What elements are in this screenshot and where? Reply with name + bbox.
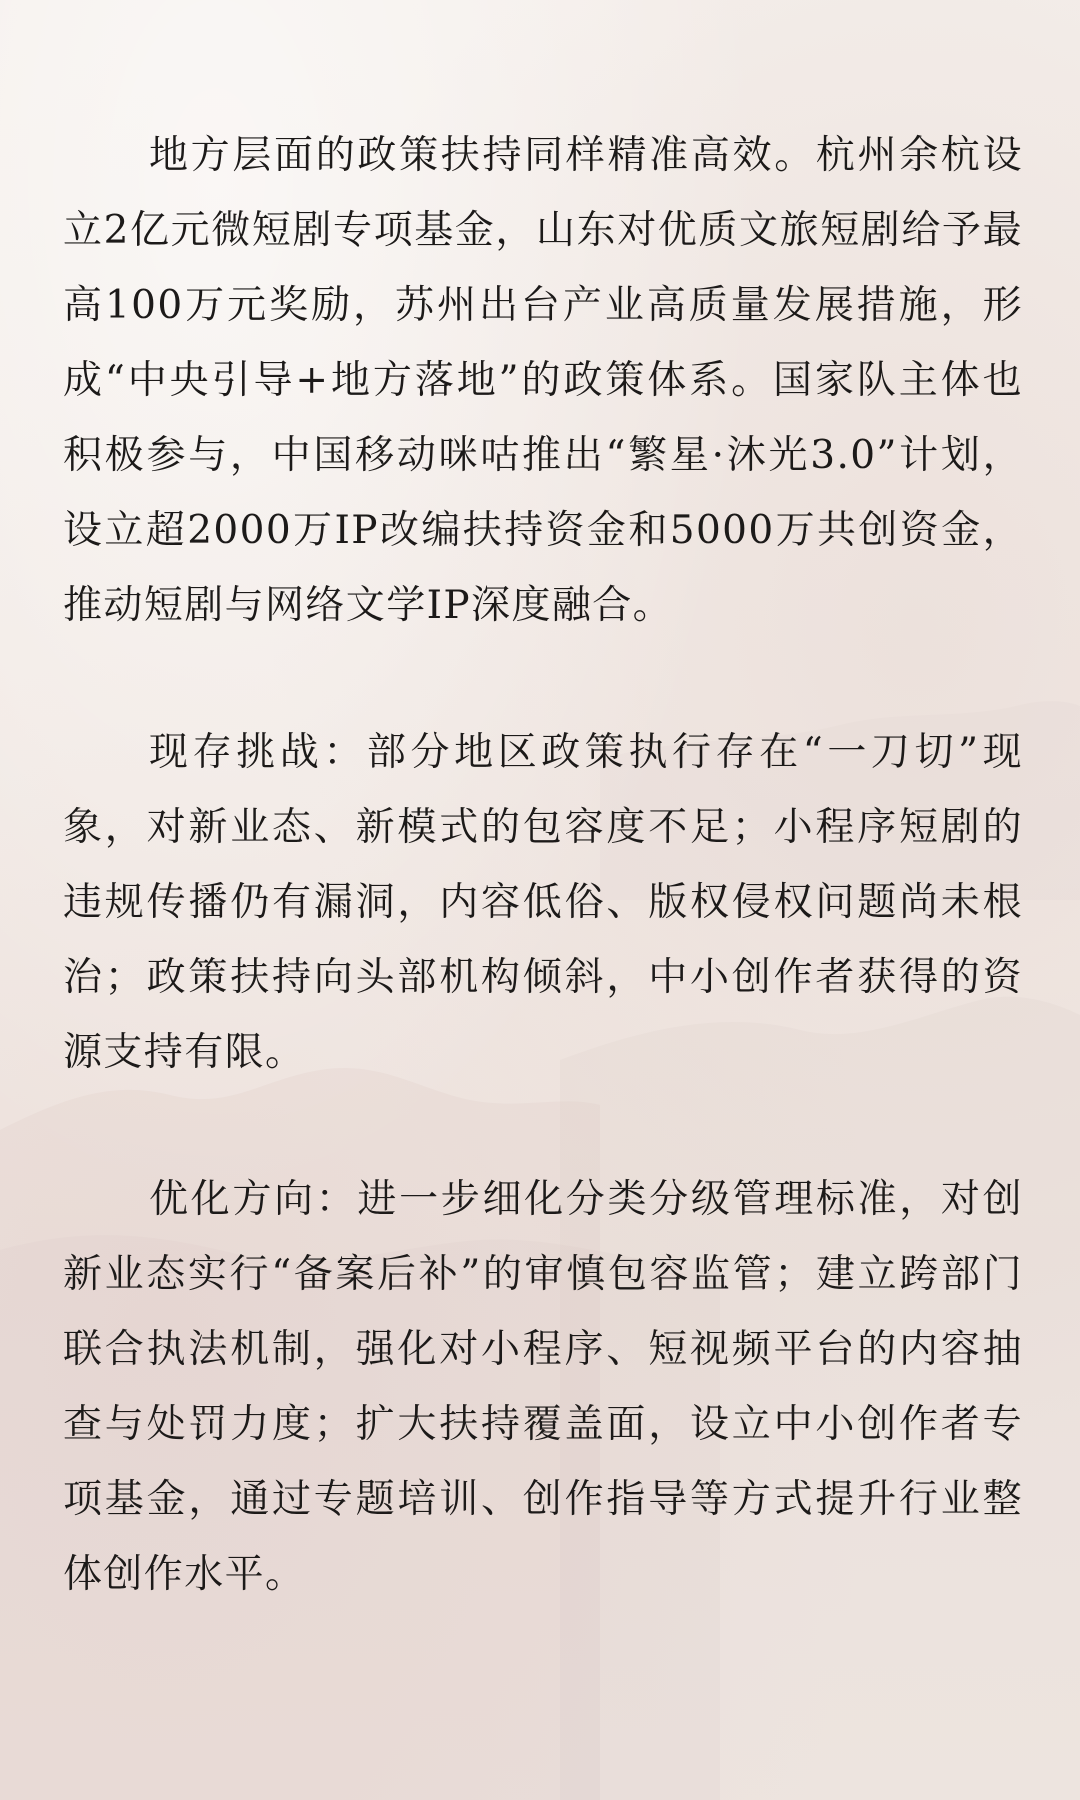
paragraph-optimization-direction: 优化方向：进一步细化分类分级管理标准，对创新业态实行“备案后补”的审慎包容监管；建立跨部门联合执法机制，强化对小程序、短视频平台的内容抽查与处罚力度；扩大扶持覆盖面，设立中小创作者专项基金，通过专题培训、创作指导等方式提升行业整体创作水平。	[63, 1177, 1023, 1597]
paragraph-current-challenges: 现存挑战：部分地区政策执行存在“一刀切”现象，对新业态、新模式的包容度不足；小程序短剧的违规传播仍有漏洞，内容低俗、版权侵权问题尚未根治；政策扶持向头部机构倾斜，中小创作者获得的资源支持有限。	[63, 730, 1023, 1075]
article-body	[63, 118, 1023, 1684]
paragraph-local-policy: 地方层面的政策扶持同样精准高效。杭州余杭设立2亿元微短剧专项基金，山东对优质文旅短剧给予最高100万元奖励，苏州出台产业高质量发展措施，形成“中央引导+地方落地”的政策体系。国家队主体也积极参与，中国移动咪咕推出“繁星·沐光3.0”计划，设立超2000万IP改编扶持资金和5000万共创资金，推动短剧与网络文学IP深度融合。	[63, 133, 1023, 628]
